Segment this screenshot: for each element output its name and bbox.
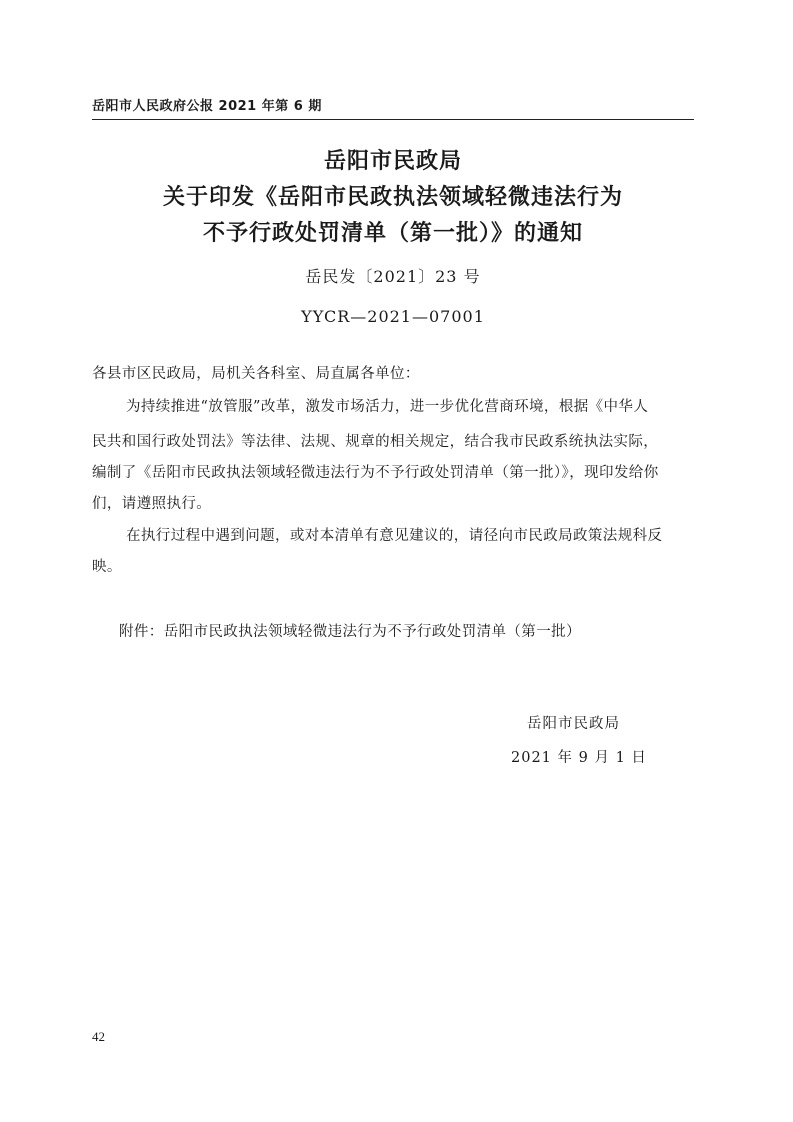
document-title-line-2: 关于印发《岳阳市民政执法领域轻微违法行为 <box>162 185 623 210</box>
body-paragraph-1-line: 为持续推进“放管服”改革，激发市场活力，进一步优化营商环境，根据《中华人 <box>126 399 649 415</box>
registration-number: YYCR—2021—07001 <box>301 307 485 326</box>
issue-number: 岳民发〔2021〕23 号 <box>305 267 481 286</box>
document-title-line-3: 不予行政处罚清单（第一批）》的通知 <box>202 221 583 246</box>
issuer-signature: 岳阳市民政局 <box>527 716 620 732</box>
page-number: 42 <box>92 1029 105 1044</box>
body-paragraph-1-line: 编制了《岳阳市民政执法领域轻微违法行为不予行政处罚清单（第一批）》，现印发给你 <box>92 465 659 481</box>
header-divider <box>92 119 694 120</box>
body-paragraph-2-line: 映。 <box>92 559 122 575</box>
publication-header: 岳阳市人民政府公报 2021 年第 6 期 <box>92 99 322 114</box>
attachment-note: 附件：岳阳市民政执法领域轻微违法行为不予行政处罚清单（第一批） <box>119 624 581 640</box>
body-paragraph-1-line: 们，请遵照执行。 <box>92 496 212 512</box>
addressee: 各县市区民政局，局机关各科室、局直属各单位： <box>92 366 420 382</box>
body-paragraph-1-line: 民共和国行政处罚法》等法律、法规、规章的相关规定，结合我市民政系统执法实际， <box>92 434 659 450</box>
document-title-line-1: 岳阳市民政局 <box>323 149 462 174</box>
issue-date: 2021 年 9 月 1 日 <box>511 750 647 766</box>
body-paragraph-2-line: 在执行过程中遇到问题，或对本清单有意见建议的，请径向市民政局政策法规科反 <box>126 528 663 544</box>
